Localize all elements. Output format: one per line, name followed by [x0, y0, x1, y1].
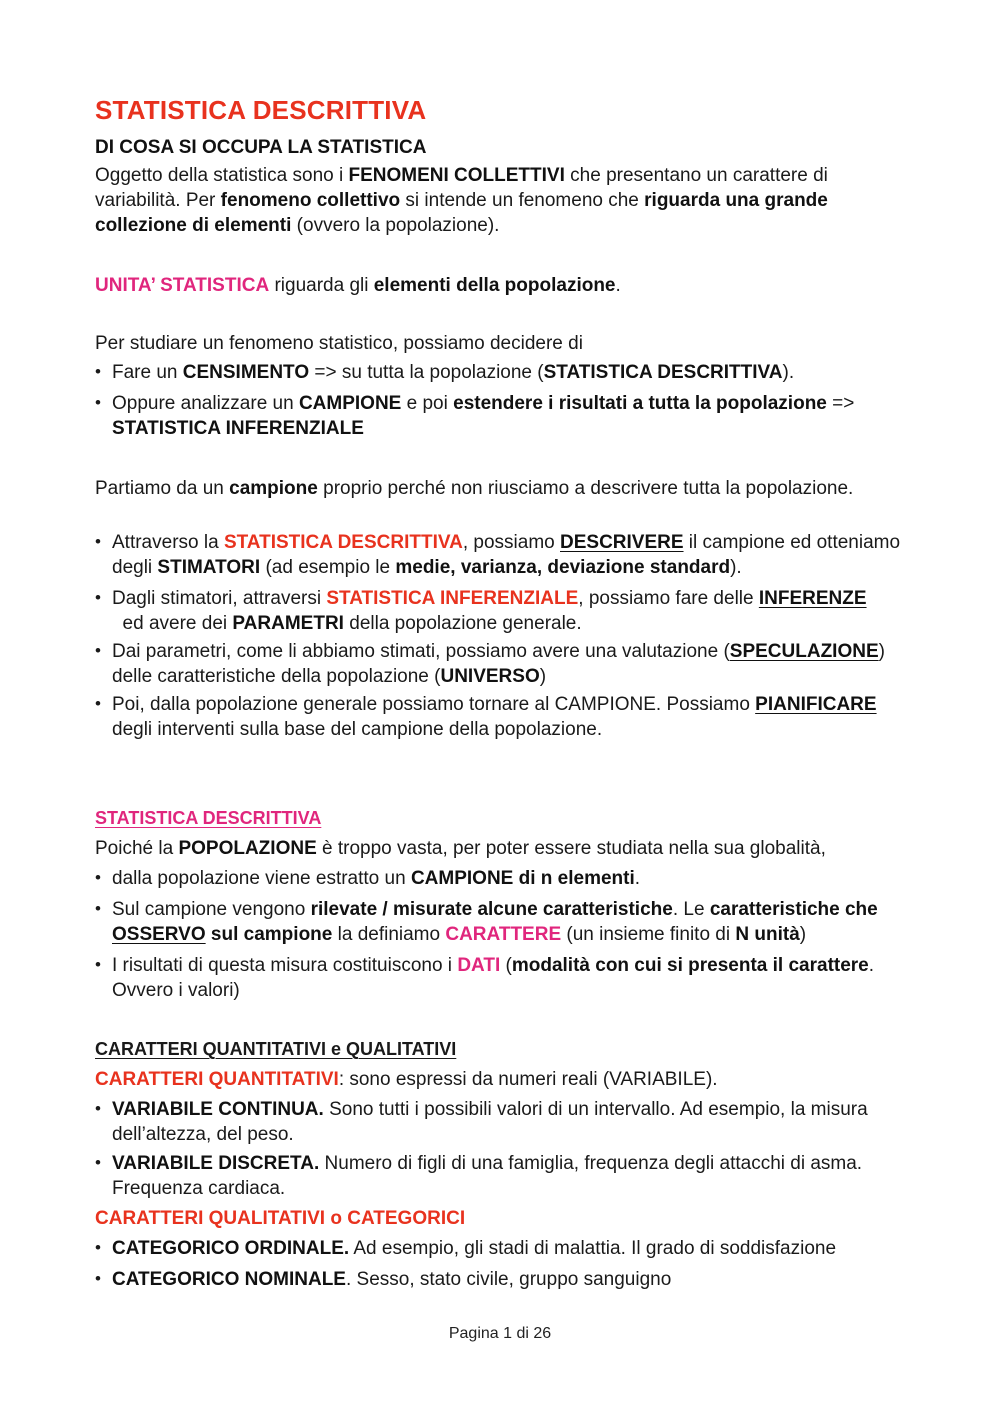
list-processo	[95, 530, 915, 742]
list-item: • VARIABILE DISCRETA. Numero di figli di una famiglia, frequenza degli attacchi di asma. Frequenza cardiaca.	[95, 1151, 915, 1201]
list-item: • Dagli stimatori, attraversi STATISTICA INFERENZIALE, possiamo fare delle INFERENZE ed avere dei PARAMETRI della popolazione generale.	[95, 586, 915, 636]
paragraph-per-studiare: Per studiare un fenomeno statistico, possiamo decidere di	[95, 333, 583, 354]
paragraph-oggetto: Oggetto della statistica sono i FENOMENI COLLETTIVI che presentano un carattere di variabilità. Per fenomeno collettivo si intende un fenomeno che riguarda una grande collezione di elementi (ovvero la popolazione).	[95, 165, 828, 236]
list-quantitativi	[95, 1097, 915, 1201]
section-heading-caratteri: CARATTERI QUANTITATIVI e QUALITATIVI	[95, 1039, 457, 1059]
section-heading-descrittiva: STATISTICA DESCRITTIVA	[95, 808, 322, 828]
list-item: • CATEGORICO NOMINALE. Sesso, stato civile, gruppo sanguigno	[95, 1267, 915, 1292]
paragraph-poiche: Poiché la POPOLAZIONE è troppo vasta, per poter essere studiata nella sua globalità,	[95, 838, 826, 859]
list-item: • Fare un CENSIMENTO => su tutta la popolazione (STATISTICA DESCRITTIVA).	[95, 360, 915, 385]
list-item: • Oppure analizzare un CAMPIONE e poi estendere i risultati a tutta la popolazione => STATISTICA INFERENZIALE	[95, 391, 915, 441]
document-title: STATISTICA DESCRITTIVA	[95, 95, 427, 125]
paragraph-partiamo: Partiamo da un campione proprio perché non riusciamo a descrivere tutta la popolazione.	[95, 478, 854, 499]
list-item: • Sul campione vengono rilevate / misurate alcune caratteristiche. Le caratteristiche che OSSERVO sul campione la definiamo CARATTERE (un insieme finito di N unità)	[95, 897, 915, 947]
list-item: • I risultati di questa misura costituiscono i DATI (modalità con cui si presenta il carattere. Ovvero i valori)	[95, 953, 915, 1003]
section-heading-statistica: DI COSA SI OCCUPA LA STATISTICA	[95, 137, 427, 158]
list-item: • Poi, dalla popolazione generale possiamo tornare al CAMPIONE. Possiamo PIANIFICARE degli interventi sulla base del campione della popolazione.	[95, 692, 915, 742]
list-metodi	[95, 360, 915, 441]
list-item: • Attraverso la STATISTICA DESCRITTIVA, possiamo DESCRIVERE il campione ed otteniamo degli STIMATORI (ad esempio le medie, varianza, deviazione standard).	[95, 530, 915, 580]
page-number: Pagina 1 di 26	[448, 1325, 552, 1342]
list-item: • Dai parametri, come li abbiamo stimati, possiamo avere una valutazione (SPECULAZIONE) delle caratteristiche della popolazione (UNIVERSO)	[95, 639, 915, 689]
paragraph-quantitativi: CARATTERI QUANTITATIVI: sono espressi da numeri reali (VARIABILE).	[95, 1069, 718, 1090]
paragraph-unita-statistica: UNITA’ STATISTICA riguarda gli elementi della popolazione.	[95, 275, 621, 296]
list-item: • CATEGORICO ORDINALE. Ad esempio, gli stadi di malattia. Il grado di soddisfazione	[95, 1236, 915, 1261]
paragraph-qualitativi: CARATTERI QUALITATIVI o CATEGORICI	[95, 1208, 466, 1229]
list-qualitativi	[95, 1236, 915, 1292]
list-campione	[95, 866, 915, 1003]
list-item: • VARIABILE CONTINUA. Sono tutti i possibili valori di un intervallo. Ad esempio, la misura dell’altezza, del peso.	[95, 1097, 915, 1147]
list-item: • dalla popolazione viene estratto un CAMPIONE di n elementi.	[95, 866, 915, 891]
